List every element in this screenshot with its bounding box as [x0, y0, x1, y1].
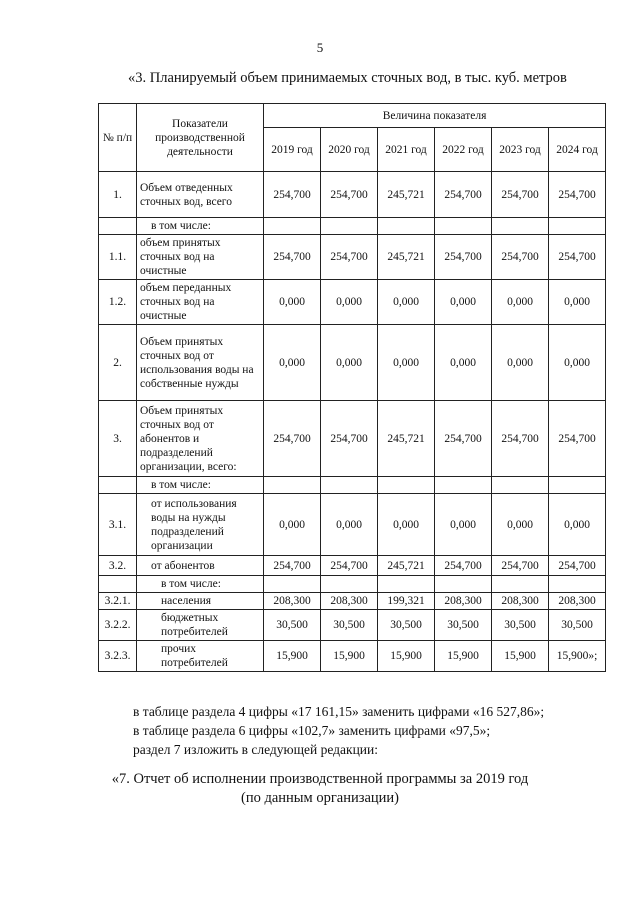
row-value-cell: 15,900	[435, 641, 492, 672]
page-number: 5	[316, 40, 324, 55]
row-number: 3.2.2.	[99, 610, 137, 641]
row-value-cell	[378, 218, 435, 235]
table-row	[99, 235, 606, 280]
row-value-cell: 0,000	[492, 280, 549, 325]
row-value-cell: 208,300	[492, 593, 549, 610]
section7-title-line1: «7. Отчет об исполнении производственной программы за 2019 год	[111, 771, 529, 787]
row-value-cell: 0,000	[492, 494, 549, 556]
row-value-cell: 254,700	[264, 172, 321, 218]
row-number	[99, 477, 137, 494]
row-value-cell: 0,000	[321, 494, 378, 556]
wastewater-volume-table	[98, 103, 606, 672]
row-value-cell: 30,500	[264, 610, 321, 641]
note-line: раздел 7 изложить в следующей редакции:	[133, 742, 379, 757]
row-indicator-name: от абонентов	[137, 556, 264, 576]
row-value-cell	[435, 218, 492, 235]
row-value-cell: 15,900	[264, 641, 321, 672]
row-value-cell: 0,000	[378, 325, 435, 401]
row-value-cell	[264, 218, 321, 235]
row-value-cell: 0,000	[435, 494, 492, 556]
row-value-cell: 254,700	[549, 172, 606, 218]
row-value-cell: 30,500	[492, 610, 549, 641]
row-value-cell: 254,700	[549, 235, 606, 280]
header-value-group: Величина показателя	[264, 104, 606, 128]
row-value-cell: 254,700	[321, 401, 378, 477]
table-row	[99, 280, 606, 325]
row-number: 1.2.	[99, 280, 137, 325]
header-year: 2020 год	[321, 128, 378, 172]
row-number: 3.2.	[99, 556, 137, 576]
row-value-cell: 0,000	[264, 280, 321, 325]
row-number: 1.	[99, 172, 137, 218]
row-value-cell: 15,900»;	[549, 641, 606, 672]
note-line: в таблице раздела 4 цифры «17 161,15» заменить цифрами «16 527,86»;	[133, 704, 545, 719]
row-value-cell: 30,500	[321, 610, 378, 641]
row-indicator-name: в том числе:	[137, 576, 264, 593]
row-value-cell	[264, 477, 321, 494]
row-value-cell: 0,000	[435, 280, 492, 325]
table-row	[99, 477, 606, 494]
row-number: 3.2.1.	[99, 593, 137, 610]
row-indicator-name: в том числе:	[137, 477, 264, 494]
row-value-cell: 0,000	[264, 494, 321, 556]
row-number: 2.	[99, 325, 137, 401]
header-year: 2022 год	[435, 128, 492, 172]
row-value-cell: 15,900	[321, 641, 378, 672]
table-row	[99, 593, 606, 610]
row-value-cell: 15,900	[492, 641, 549, 672]
row-number: 3.2.3.	[99, 641, 137, 672]
table-row	[99, 610, 606, 641]
header-year: 2021 год	[378, 128, 435, 172]
row-value-cell: 15,900	[378, 641, 435, 672]
row-value-cell: 30,500	[435, 610, 492, 641]
row-value-cell: 254,700	[492, 235, 549, 280]
row-value-cell: 254,700	[321, 556, 378, 576]
row-value-cell: 254,700	[492, 556, 549, 576]
row-number: 1.1.	[99, 235, 137, 280]
row-value-cell: 0,000	[549, 280, 606, 325]
row-value-cell: 245,721	[378, 172, 435, 218]
row-value-cell: 30,500	[549, 610, 606, 641]
row-value-cell: 254,700	[264, 401, 321, 477]
row-indicator-name: населения	[137, 593, 264, 610]
row-value-cell: 0,000	[435, 325, 492, 401]
row-value-cell	[549, 477, 606, 494]
row-value-cell: 254,700	[435, 401, 492, 477]
row-value-cell: 254,700	[492, 172, 549, 218]
row-indicator-name: прочих потребителей	[137, 641, 264, 672]
row-number	[99, 218, 137, 235]
row-value-cell	[549, 218, 606, 235]
row-value-cell: 245,721	[378, 401, 435, 477]
row-value-cell	[435, 576, 492, 593]
row-value-cell: 208,300	[435, 593, 492, 610]
table-row	[99, 494, 606, 556]
row-value-cell	[378, 576, 435, 593]
header-year: 2023 год	[492, 128, 549, 172]
row-indicator-name: Объем принятых сточных вод от использования воды на собственные нужды	[137, 325, 264, 401]
row-indicator-name: объем принятых сточных вод на очистные	[137, 235, 264, 280]
row-value-cell: 30,500	[378, 610, 435, 641]
row-value-cell: 254,700	[492, 401, 549, 477]
row-value-cell: 254,700	[321, 172, 378, 218]
row-value-cell	[378, 477, 435, 494]
row-indicator-name: бюджетных потребителей	[137, 610, 264, 641]
row-number: 3.1.	[99, 494, 137, 556]
row-value-cell: 254,700	[435, 556, 492, 576]
amendment-notes	[133, 702, 544, 759]
row-value-cell: 254,700	[264, 235, 321, 280]
table-row	[99, 218, 606, 235]
header-num: № п/п	[99, 104, 137, 172]
row-value-cell	[321, 576, 378, 593]
row-value-cell: 0,000	[549, 325, 606, 401]
row-value-cell	[264, 576, 321, 593]
row-value-cell: 0,000	[492, 325, 549, 401]
row-value-cell: 254,700	[435, 172, 492, 218]
row-value-cell: 0,000	[264, 325, 321, 401]
table-row	[99, 576, 606, 593]
table-row	[99, 172, 606, 218]
row-value-cell: 254,700	[549, 556, 606, 576]
section7-title	[0, 770, 640, 808]
table-row	[99, 556, 606, 576]
row-value-cell	[321, 218, 378, 235]
row-value-cell: 0,000	[378, 280, 435, 325]
row-value-cell: 208,300	[264, 593, 321, 610]
row-value-cell: 199,321	[378, 593, 435, 610]
row-indicator-name: в том числе:	[137, 218, 264, 235]
table-row	[99, 401, 606, 477]
section-title: «3. Планируемый объем принимаемых сточных вод, в тыс. куб. метров	[128, 70, 567, 86]
row-value-cell: 0,000	[321, 280, 378, 325]
row-value-cell	[492, 477, 549, 494]
row-indicator-name: от использования воды на нужды подразделений организации	[137, 494, 264, 556]
row-indicator-name: Объем принятых сточных вод от абонентов и подразделений организации, всего:	[137, 401, 264, 477]
row-value-cell	[492, 218, 549, 235]
row-value-cell: 208,300	[321, 593, 378, 610]
row-value-cell: 254,700	[321, 235, 378, 280]
row-value-cell: 0,000	[321, 325, 378, 401]
row-number	[99, 576, 137, 593]
table-row	[99, 641, 606, 672]
row-value-cell: 208,300	[549, 593, 606, 610]
row-value-cell: 245,721	[378, 556, 435, 576]
row-value-cell	[435, 477, 492, 494]
row-value-cell	[549, 576, 606, 593]
row-value-cell	[321, 477, 378, 494]
header-year: 2019 год	[264, 128, 321, 172]
row-value-cell: 0,000	[549, 494, 606, 556]
row-indicator-name: объем переданных сточных вод на очистные	[137, 280, 264, 325]
row-value-cell: 245,721	[378, 235, 435, 280]
section7-title-line2: (по данным организации)	[240, 790, 399, 806]
row-indicator-name: Объем отведенных сточных вод, всего	[137, 172, 264, 218]
row-value-cell	[492, 576, 549, 593]
row-value-cell: 254,700	[264, 556, 321, 576]
table-row	[99, 325, 606, 401]
row-value-cell: 254,700	[549, 401, 606, 477]
row-value-cell: 0,000	[378, 494, 435, 556]
row-value-cell: 254,700	[435, 235, 492, 280]
note-line: в таблице раздела 6 цифры «102,7» заменить цифрами «97,5»;	[133, 723, 491, 738]
header-year: 2024 год	[549, 128, 606, 172]
row-number: 3.	[99, 401, 137, 477]
header-indicator: Показатели производственной деятельности	[137, 104, 264, 172]
